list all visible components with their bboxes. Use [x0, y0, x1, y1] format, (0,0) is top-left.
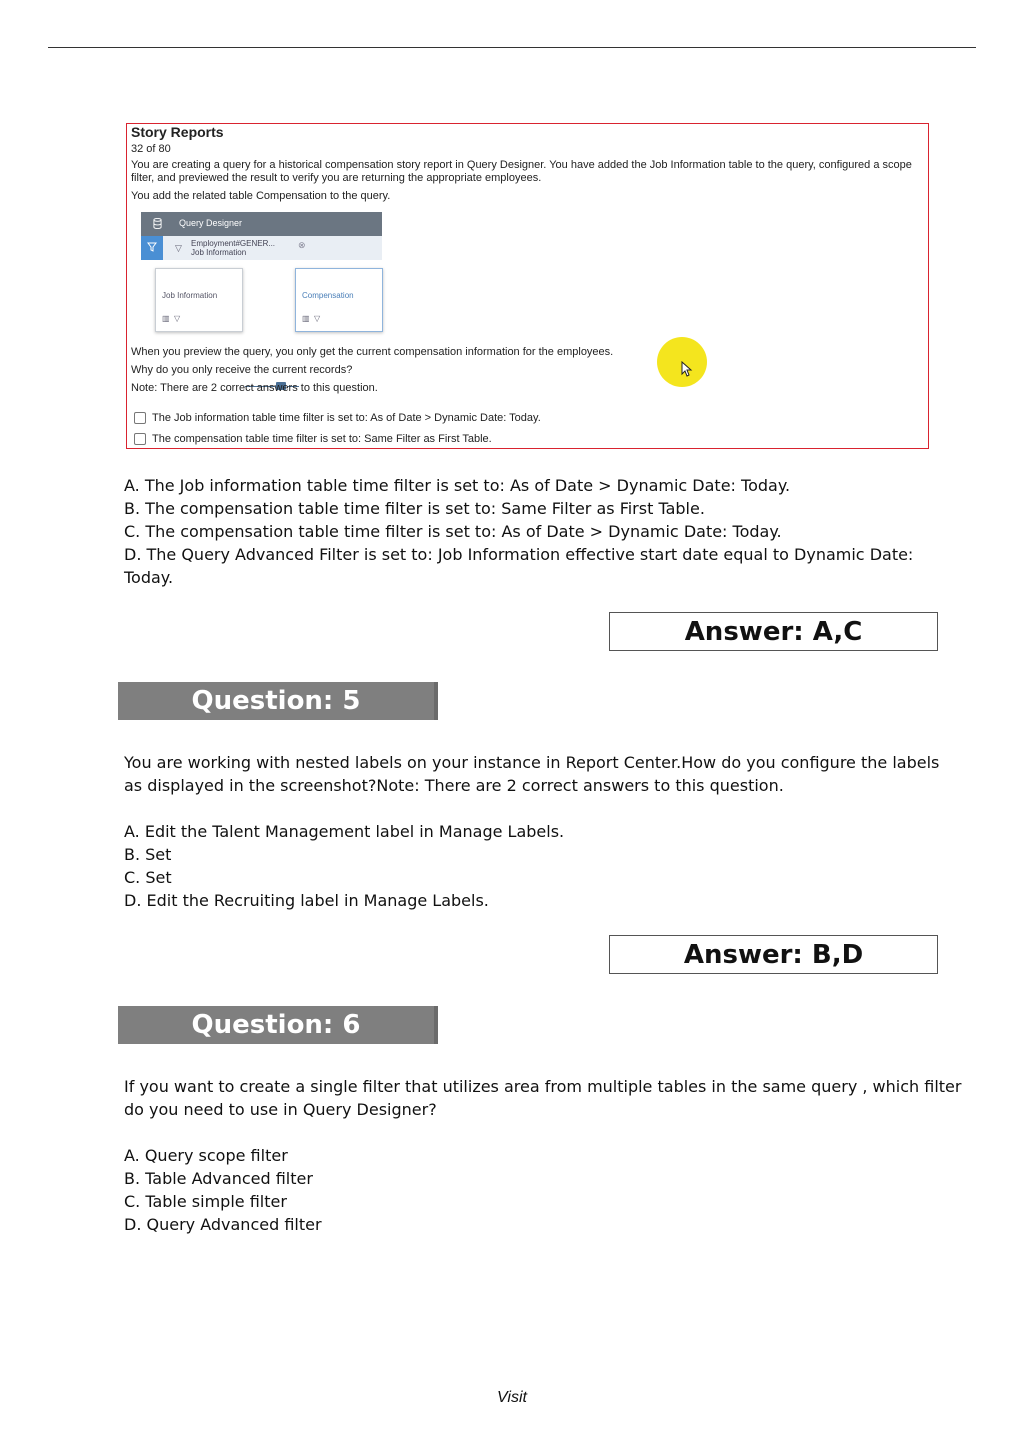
- question-screenshot: [126, 123, 929, 449]
- option-checkbox[interactable]: [134, 433, 146, 445]
- screenshot-title: Story Reports: [131, 124, 224, 140]
- question-heading: Question: 5: [118, 682, 438, 720]
- option-d: D. Edit the Recruiting label in Manage Labels.: [124, 891, 489, 910]
- answer-box: Answer: A,C: [609, 612, 938, 651]
- option-a: A. The Job information table time filter is set to: As of Date > Dynamic Date: Today.: [124, 476, 791, 495]
- option-c: C. Table simple filter: [124, 1192, 287, 1211]
- question-text-2: Why do you only receive the current records?: [131, 364, 353, 376]
- option-d-continued: Today.: [124, 568, 174, 587]
- query-designer-title: Query Designer: [179, 218, 243, 228]
- question-counter: 32 of 80: [131, 143, 171, 155]
- table-node-label: Compensation: [302, 291, 354, 300]
- remove-filter-icon[interactable]: ⊗: [298, 240, 306, 250]
- question-heading: Question: 6: [118, 1006, 438, 1044]
- option-label: The Job information table time filter is set to: As of Date > Dynamic Date: Today.: [152, 412, 541, 424]
- footer-text[interactable]: Visit: [497, 1389, 527, 1406]
- option-d: D. Query Advanced filter: [124, 1215, 322, 1234]
- option-a: A. Edit the Talent Management label in Manage Labels.: [124, 822, 565, 841]
- scope-filter[interactable]: [163, 236, 382, 260]
- add-filter-button[interactable]: [141, 236, 163, 260]
- answer-option[interactable]: [134, 412, 541, 424]
- question-text: When you preview the query, you only get the current compensation information for the employees.: [131, 346, 614, 358]
- question-text-2: as displayed in the screenshot?Note: There are 2 correct answers to this question.: [124, 776, 784, 795]
- question-note: Note: There are 2 correct answers to this question.: [131, 382, 378, 394]
- question-text: If you want to create a single filter that utilizes area from multiple tables in the same query , which filter: [124, 1077, 962, 1096]
- option-checkbox[interactable]: [134, 412, 146, 424]
- option-label: The compensation table time filter is set to: Same Filter as First Table.: [152, 433, 492, 445]
- scope-filter-table: Job Information: [191, 248, 247, 257]
- question-text: You are working with nested labels on your instance in Report Center.How do you configure the labels: [124, 753, 940, 772]
- option-b: B. The compensation table time filter is set to: Same Filter as First Table.: [124, 499, 705, 518]
- query-designer-panel: [141, 212, 382, 336]
- option-d: D. The Query Advanced Filter is set to: Job Information effective start date equal to Dynamic Date:: [124, 545, 914, 564]
- option-b: B. Table Advanced filter: [124, 1169, 313, 1188]
- table-node-label: Job Information: [162, 291, 218, 300]
- database-icon: [153, 218, 162, 229]
- scenario-text-2: You add the related table Compensation to the query.: [131, 190, 391, 202]
- scope-filter-name: Employment#GENER...: [191, 239, 276, 248]
- table-node-compensation[interactable]: [295, 268, 383, 332]
- question-text-2: do you need to use in Query Designer?: [124, 1100, 437, 1119]
- option-c: C. Set: [124, 868, 172, 887]
- query-designer-header: [141, 212, 382, 236]
- option-b: B. Set: [124, 845, 172, 864]
- filter-icon: ▽: [175, 243, 182, 253]
- filter-plus-icon: [147, 242, 158, 253]
- answer-option[interactable]: [134, 433, 492, 445]
- top-rule: [48, 47, 976, 48]
- table-node-job-information[interactable]: [155, 268, 243, 332]
- scenario-text: You are creating a query for a historical compensation story report in Query Designer. You have added the Job Information table to the query, configured a scope filter, and previewed the result to verify you are returning the appropriate employees.: [131, 159, 912, 184]
- option-c: C. The compensation table time filter is set to: As of Date > Dynamic Date: Today.: [124, 522, 782, 541]
- mouse-pointer-icon: [681, 361, 693, 377]
- option-a: A. Query scope filter: [124, 1146, 288, 1165]
- answer-box: Answer: B,D: [609, 935, 938, 974]
- table-node-icons: ▥ ▽: [162, 314, 181, 323]
- table-node-icons: ▥ ▽: [302, 314, 321, 323]
